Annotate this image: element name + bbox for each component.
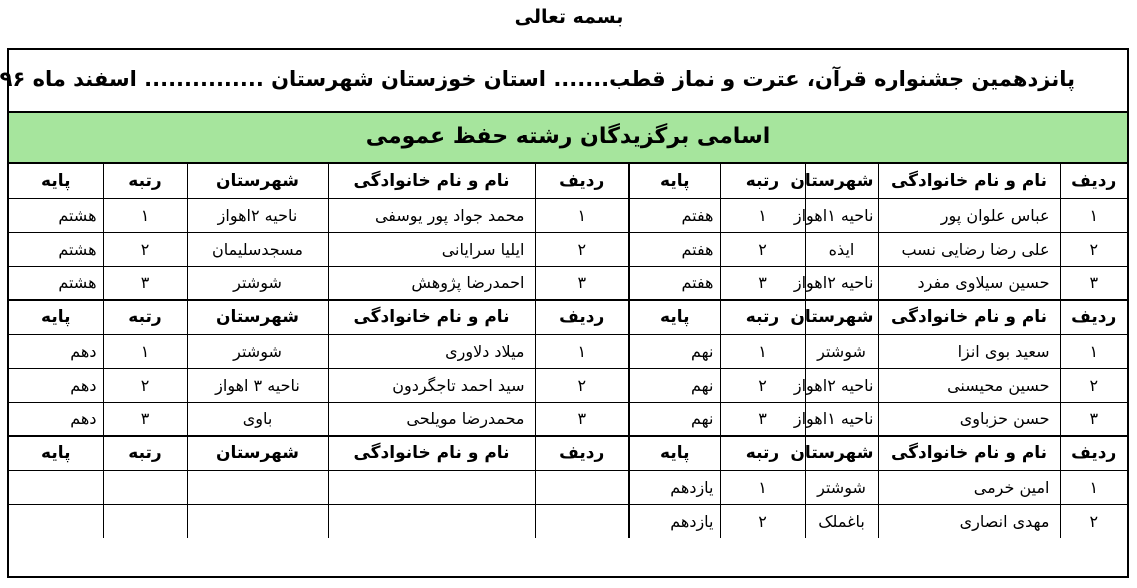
column-header-name: نام و نام خانوادگی	[878, 436, 1060, 470]
column-header-radif: ردیف	[535, 436, 629, 470]
column-header-radif: ردیف	[1060, 436, 1127, 470]
winners-table	[9, 164, 1127, 538]
cell-rank: ۲	[103, 368, 187, 402]
column-header-name: نام و نام خانوادگی	[878, 300, 1060, 334]
cell-grade: نهم	[629, 334, 720, 368]
cell-grade: نهم	[629, 402, 720, 436]
cell-city	[187, 504, 328, 538]
column-header-radif: ردیف	[535, 164, 629, 198]
cell-name: محمدرضا مویلحی	[328, 402, 535, 436]
cell-radif: ۱	[1060, 198, 1127, 232]
cell-grade: یازدهم	[629, 504, 720, 538]
cell-rank: ۳	[720, 266, 805, 300]
cell-name: حسین سیلاوی مفرد	[878, 266, 1060, 300]
cell-city: باوی	[187, 402, 328, 436]
cell-city: ناحیه ۱اهواز	[805, 198, 878, 232]
cell-rank: ۱	[720, 198, 805, 232]
column-header-grade: پایه	[9, 300, 103, 334]
cell-name: سعید بوی انزا	[878, 334, 1060, 368]
section-title: اسامی برگزیدگان رشته حفظ عمومی	[9, 113, 1127, 164]
cell-city: شوشتر	[805, 470, 878, 504]
cell-grade: یازدهم	[629, 470, 720, 504]
cell-name	[328, 470, 535, 504]
cell-grade	[9, 504, 103, 538]
column-header-city: شهرستان	[187, 436, 328, 470]
cell-radif: ۲	[1060, 504, 1127, 538]
cell-city: باغملک	[805, 504, 878, 538]
cell-radif: ۲	[1060, 368, 1127, 402]
column-header-row	[9, 164, 1127, 198]
cell-rank: ۱	[103, 334, 187, 368]
cell-grade: نهم	[629, 368, 720, 402]
results-table-frame	[0, 48, 1129, 578]
cell-rank: ۱	[720, 334, 805, 368]
cell-rank: ۳	[720, 402, 805, 436]
cell-city: ناحیه ۲اهواز	[805, 368, 878, 402]
table-row	[9, 334, 1127, 368]
cell-rank: ۲	[720, 504, 805, 538]
cell-rank: ۱	[103, 198, 187, 232]
cell-name: ایلیا سرایانی	[328, 232, 535, 266]
cell-name: علی رضا رضایی نسب	[878, 232, 1060, 266]
cell-city: شوشتر	[187, 266, 328, 300]
column-header-rank: رتبه	[103, 436, 187, 470]
table-row	[9, 402, 1127, 436]
cell-rank: ۲	[720, 232, 805, 266]
table-row	[9, 266, 1127, 300]
cell-grade: هفتم	[629, 198, 720, 232]
cell-grade: هفتم	[629, 232, 720, 266]
table-row	[9, 504, 1127, 538]
cell-city: شوشتر	[805, 334, 878, 368]
column-header-rank: رتبه	[103, 164, 187, 198]
column-header-name: نام و نام خانوادگی	[328, 164, 535, 198]
cell-radif: ۳	[1060, 402, 1127, 436]
column-header-rank: رتبه	[103, 300, 187, 334]
cell-grade: دهم	[9, 368, 103, 402]
column-header-row	[9, 436, 1127, 470]
cell-grade: دهم	[9, 334, 103, 368]
cell-radif: ۳	[1060, 266, 1127, 300]
cell-radif	[535, 470, 629, 504]
cell-rank: ۳	[103, 402, 187, 436]
cell-radif: ۱	[1060, 470, 1127, 504]
cell-city: ناحیه ۲اهواز	[187, 198, 328, 232]
table-row	[9, 232, 1127, 266]
cell-radif: ۳	[535, 402, 629, 436]
column-header-grade: پایه	[629, 436, 720, 470]
cell-radif: ۱	[535, 198, 629, 232]
cell-rank	[103, 504, 187, 538]
cell-name: مهدی انصاری	[878, 504, 1060, 538]
cell-rank: ۱	[720, 470, 805, 504]
column-header-city: شهرستان	[805, 164, 878, 198]
cell-city: ناحیه ۳ اهواز	[187, 368, 328, 402]
cell-rank: ۲	[720, 368, 805, 402]
cell-rank	[103, 470, 187, 504]
festival-title: پانزدهمین جشنواره قرآن، عترت و نماز قطب....... استان خوزستان شهرستان ............... اسفند ماه ۹۶	[9, 50, 1127, 113]
column-header-city: شهرستان	[805, 436, 878, 470]
cell-radif: ۲	[535, 232, 629, 266]
cell-name: محمد جواد پور یوسفی	[328, 198, 535, 232]
cell-radif: ۲	[1060, 232, 1127, 266]
cell-radif: ۲	[535, 368, 629, 402]
cell-name: امین خرمی	[878, 470, 1060, 504]
table-row	[9, 368, 1127, 402]
cell-radif	[535, 504, 629, 538]
cell-name: حسن حزباوی	[878, 402, 1060, 436]
column-header-row	[9, 300, 1127, 334]
cell-city: ناحیه ۱اهواز	[805, 402, 878, 436]
cell-city: مسجدسلیمان	[187, 232, 328, 266]
column-header-city: شهرستان	[187, 164, 328, 198]
cell-city: ناحیه ۲اهواز	[805, 266, 878, 300]
document-heading: بسمه تعالی	[514, 6, 624, 28]
cell-rank: ۳	[103, 266, 187, 300]
column-header-name: نام و نام خانوادگی	[328, 436, 535, 470]
cell-rank: ۲	[103, 232, 187, 266]
table-row	[9, 198, 1127, 232]
cell-grade: هشتم	[9, 198, 103, 232]
column-header-grade: پایه	[9, 436, 103, 470]
column-header-name: نام و نام خانوادگی	[878, 164, 1060, 198]
cell-name: عباس علوان پور	[878, 198, 1060, 232]
cell-name	[328, 504, 535, 538]
column-header-radif: ردیف	[1060, 300, 1127, 334]
column-header-city: شهرستان	[805, 300, 878, 334]
cell-city	[187, 470, 328, 504]
column-header-name: نام و نام خانوادگی	[328, 300, 535, 334]
table-row	[9, 470, 1127, 504]
column-header-grade: پایه	[629, 164, 720, 198]
cell-name: سید احمد تاجگردون	[328, 368, 535, 402]
column-header-rank: رتبه	[720, 164, 805, 198]
cell-grade: هفتم	[629, 266, 720, 300]
column-header-grade: پایه	[629, 300, 720, 334]
cell-grade	[9, 470, 103, 504]
cell-name: حسین محیسنی	[878, 368, 1060, 402]
cell-grade: دهم	[9, 402, 103, 436]
cell-radif: ۱	[535, 334, 629, 368]
cell-name: احمدرضا پژوهش	[328, 266, 535, 300]
cell-city: ایذه	[805, 232, 878, 266]
cell-city: شوشتر	[187, 334, 328, 368]
cell-grade: هشتم	[9, 266, 103, 300]
column-header-city: شهرستان	[187, 300, 328, 334]
cell-grade: هشتم	[9, 232, 103, 266]
cell-radif: ۳	[535, 266, 629, 300]
column-header-radif: ردیف	[1060, 164, 1127, 198]
column-header-radif: ردیف	[535, 300, 629, 334]
cell-name: میلاد دلاوری	[328, 334, 535, 368]
column-header-rank: رتبه	[720, 300, 805, 334]
column-header-rank: رتبه	[720, 436, 805, 470]
column-header-grade: پایه	[9, 164, 103, 198]
cell-radif: ۱	[1060, 334, 1127, 368]
